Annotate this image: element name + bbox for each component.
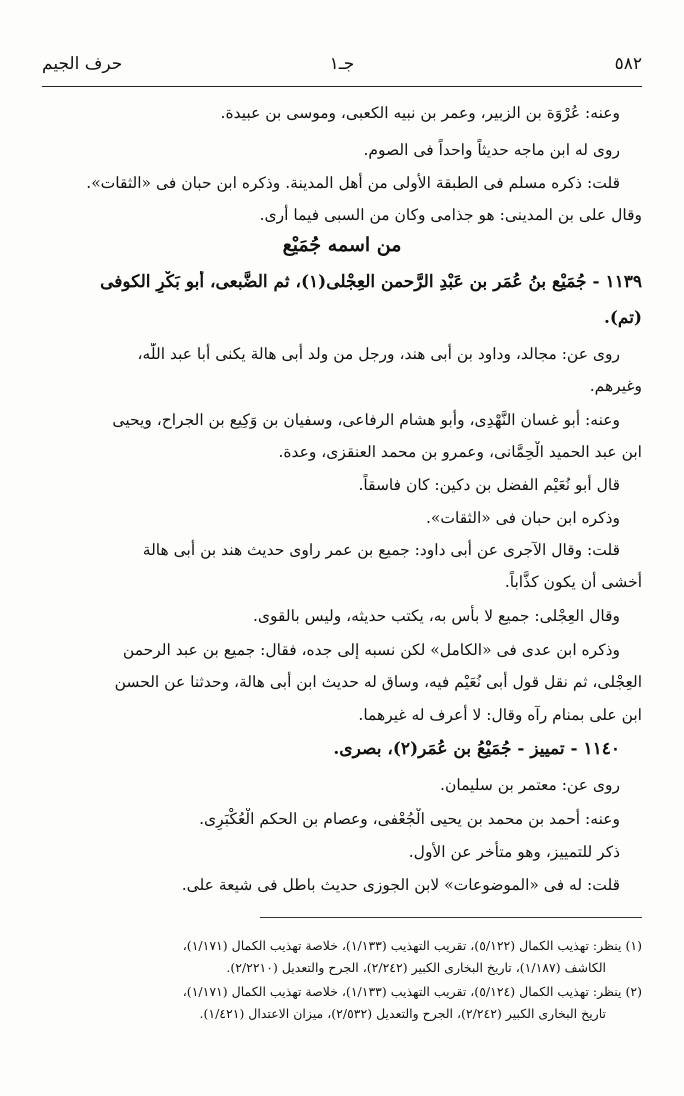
- entry-heading: ١١٣٩ - جُمَيْع بنُ عُمَر بن عَبْدِ الرَّحمن العِجْلى(١)، ثم الضَّبعى، أبو بَكْرٍ الكوفى: [100, 272, 642, 292]
- text-line: ذكر للتمييز، وهو متأخر عن الأول.: [408, 843, 620, 861]
- text-line: قلت: له فى «الموضوعات» لابن الجوزى حديث باطل فى شيعة على.: [181, 876, 620, 894]
- text-line: قال أبو نُعَيْم الفضل بن دكين: كان فاسقاً.: [358, 476, 620, 494]
- page-number: ٥٨٢: [614, 54, 642, 74]
- entry-heading-cont: (تم).: [603, 308, 642, 328]
- footnote-2-cont: تاريخ البخارى الكبير (٢/٢٤٢)، الجرح والتعديل (٢/٥٣٢)، ميزان الاعتدال (١/٤٢١).: [199, 1006, 606, 1021]
- running-header: [42, 46, 642, 87]
- section-heading: من اسمه جُمَيْع: [282, 234, 402, 256]
- text-line: وعنه: أحمد بن محمد بن يحيى الْجُعْفى، وعصام بن الحكم الْعُكْبَرِى.: [199, 810, 620, 828]
- volume-label: جـ١: [329, 54, 355, 74]
- text-line: روى له ابن ماجه حديثاً واحداً فى الصوم.: [363, 141, 620, 159]
- chapter-title: حرف الجيم: [42, 54, 123, 74]
- text-line: روى عن: معتمر بن سليمان.: [440, 776, 620, 794]
- text-line: وذكره ابن عدى فى «الكامل» لكن نسبه إلى جده، فقال: جميع بن عبد الرحمن: [122, 641, 620, 659]
- text-line: ابن عبد الحميد الْحِمَّانى، وعمرو بن محمد العنقزى، وعدة.: [278, 443, 642, 461]
- text-line: وعنه: عُرْوَة بن الزبير، وعمر بن نبيه الكعبى، وموسى بن عبيدة.: [220, 104, 620, 122]
- text-line: وقال على بن المدينى: هو جذامى وكان من السبى فيما أرى.: [259, 206, 642, 224]
- text-line: روى عن: مجالد، وداود بن أبى هند، ورجل من ولد أبى هالة يكنى أبا عبد اللّٰه،: [137, 345, 620, 363]
- text-line: قلت: ذكره مسلم فى الطبقة الأولى من أهل المدينة. وذكره ابن حبان فى «الثقات».: [86, 174, 620, 192]
- text-line: ابن على بمنام رآه وقال: لا أعرف له غيرهما.: [358, 706, 642, 724]
- footnote-1: (١) ينظر: تهذيب الكمال (٥/١٢٢)، تقريب التهذيب (١/١٣٣)، خلاصة تهذيب الكمال (١/١٧١)،: [182, 938, 642, 953]
- text-line: وذكره ابن حبان فى «الثقات».: [425, 509, 620, 527]
- text-line: وغيرهم.: [589, 377, 642, 395]
- footnote-separator: [260, 917, 642, 918]
- text-line: العِجْلى، ثم نقل قول أبى نُعَيْم فيه، وساق له حديث ابن أبى هالة، وحدثنا عن الحسن: [114, 673, 642, 691]
- footnote-1-cont: الكاشف (١/١٨٧)، تاريخ البخارى الكبير (٢/٢٤٢)، الجرح والتعديل (٢/٢٢١٠).: [226, 960, 606, 975]
- footnote-2: (٢) ينظر: تهذيب الكمال (٥/١٢٤)، تقريب التهذيب (١/١٣٣)، خلاصة تهذيب الكمال (١/١٧١)،: [182, 984, 642, 999]
- text-line: أخشى أن يكون كذَّاباً.: [504, 573, 642, 591]
- text-line: وقال العِجْلى: جميع لا بأس به، يكتب حديثه، وليس بالقوى.: [252, 607, 620, 625]
- entry-heading: ١١٤٠ - تمييز - جُمَيْعُ بن عُمَر(٢)، بصرى.: [333, 739, 620, 759]
- text-line: وعنه: أبو غسان النَّهْدِى، وأبو هشام الرفاعى، وسفيان بن وَكِيع بن الجراح، ويحيى: [112, 411, 620, 429]
- text-line: قلت: وقال الآجرى عن أبى داود: جميع بن عمر راوى حديث هند بن أبى هالة: [142, 541, 620, 559]
